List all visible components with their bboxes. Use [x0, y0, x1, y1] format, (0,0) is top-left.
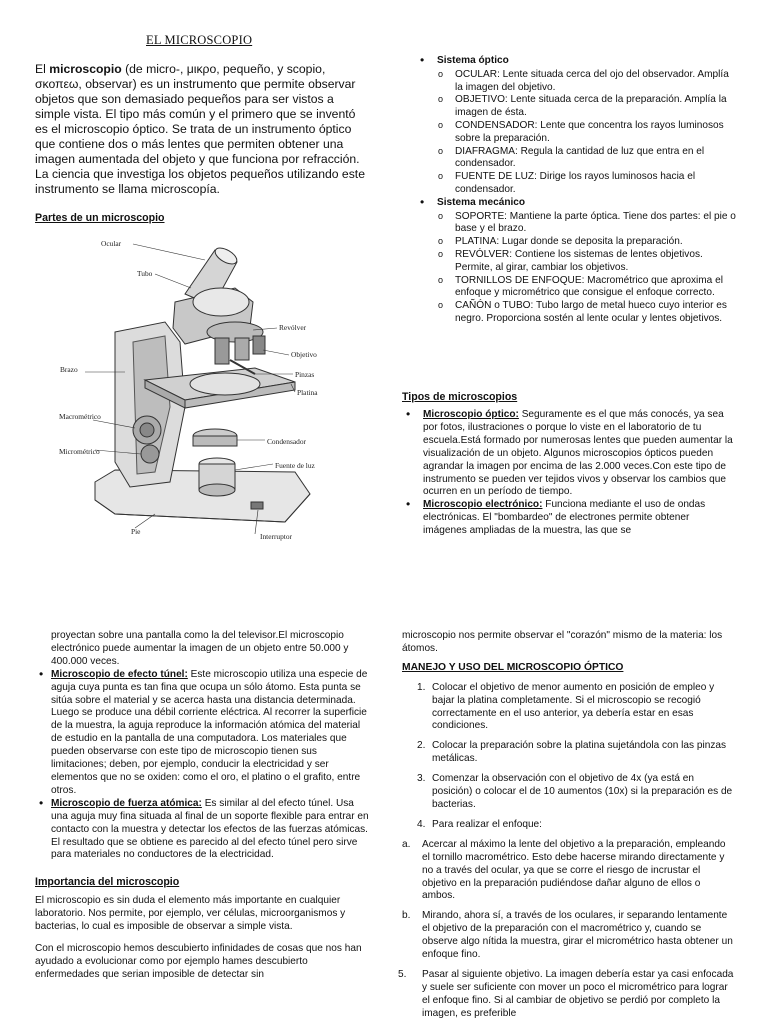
label-micrometrico: Micrométrico	[59, 447, 100, 456]
step-item	[402, 773, 735, 812]
list-item: o OBJETIVO: Lente situada cerca de la preparación. Amplía la imagen de ésta.	[437, 94, 736, 120]
list-item: o CONDENSADOR: Lente que concentra los rayos luminosos sobre la preparación.	[437, 120, 736, 146]
step-item	[402, 682, 735, 734]
label-fuente-de-luz: Fuente de luz	[275, 461, 315, 470]
page2-left-column	[35, 630, 369, 982]
parts-heading: Partes de un microscopio	[35, 212, 165, 224]
label-ocular: Ocular	[101, 239, 122, 248]
page-title: EL MICROSCOPIO	[146, 33, 253, 47]
substep-text: Mirando, ahora sí, a través de los oculares, ir separando lentamente el objetivo de la preparación con el macrométrico y, cuando se observe algo nítida la muestra, girar el micrométrico hasta obtener un enfoque fino.	[422, 910, 733, 961]
label-pie: Pie	[131, 527, 141, 536]
types-section	[402, 409, 734, 538]
label-interruptor: Interruptor	[260, 532, 293, 541]
label-macrometrico: Macrométrico	[59, 412, 101, 421]
optico-text: Seguramente es el que más conocés, ya sea por fotos, ilustraciones o porque lo viste en el laboratorio de tu escuela.Está formado por numerosas lentes que pueden aumentar la visualización de un objeto. Algunos microscopios ópticos pueden agrandar la imagen por encima de las 2.000 veces.Con este tipo de instrumento se pueden ver tejidos vivos y observar los cambios que ocurren en un período de tiempo.	[423, 409, 733, 498]
step-number: 1.	[417, 681, 426, 693]
step-text: Pasar al siguiente objetivo. La imagen debería estar ya casi enfocada y suele ser suficiente con mover un poco el micrométrico para lograr el enfoque fino. Si al cambiar de objetivo se perdió por completo la imagen, es preferible	[422, 968, 734, 1019]
manejo-heading: MANEJO Y USO DEL MICROSCOPIO ÓPTICO	[402, 661, 624, 673]
substep-text: Acercar al máximo la lente del objetivo a la preparación, empleando el tornillo macrométrico. Esto debe hacerse mirando directamente y no a través del ocular, ya que se corre el riesgo de incrustar el objetivo en la preparación pudiéndose dañar alguno de ellos o ambos.	[422, 838, 726, 902]
list-item: o CAÑÓN o TUBO: Tubo largo de metal hueco cuyo interior es negro. Proporciona sostén al lente ocular y lentes objetivos.	[437, 300, 736, 326]
list-item: o TORNILLOS DE ENFOQUE: Macrométrico que aproxima el enfoque y micrométrico que consigue el enfoque correcto.	[437, 275, 736, 301]
label-tubo: Tubo	[137, 269, 153, 278]
label-platina: Platina	[297, 388, 318, 397]
step-text: Comenzar la observación con el objetivo de 4x (ya está en posición) o colocar el de 10 aumentos (10x) si la preparación es de bacterias.	[432, 773, 733, 810]
optical-heading: Sistema óptico	[437, 55, 509, 66]
type-optico	[402, 409, 734, 499]
intro-paragraph	[35, 62, 370, 197]
fuerza-label: Microscopio de fuerza atómica:	[51, 797, 202, 809]
substep-item	[372, 839, 735, 904]
mechanical-system	[416, 197, 736, 326]
electronico-label: Microscopio electrónico:	[423, 499, 543, 511]
step-item	[372, 969, 735, 1021]
step-number: 4.	[417, 818, 426, 830]
substep-item	[372, 910, 735, 962]
intro-lead: El	[35, 62, 50, 76]
intro-text: (de micro-, μικρο, pequeño, y scopio, σκοπεω, observar) es un instrumento que permite observar objetos que son demasiado pequeños para ser vistos a simple vista. El tipo más común y el primero que se inventó es el microscopio óptico. Se trata de un instrumento óptico que contiene dos o más lentes que permiten obtener una imagen aumentada del objeto y que funciona por refracción. La ciencia que investiga los objetos pequeños utilizando este instrumento se llama microscopía.	[35, 62, 365, 196]
mechanical-heading: Sistema mecánico	[437, 196, 526, 208]
label-pinzas: Pinzas	[295, 370, 315, 379]
importancia-paragraph-2: Con el microscopio hemos descubierto infinidades de cosas que nos han ayudado a evolucionar como por ejemplo hames descubierto enfermedades que serian imposible de detectar sin	[35, 942, 362, 980]
tunel-text: Este microscopio utiliza una especie de aguja cuya punta es tan fina que ocupa un sólo átomo. Esta punta se sitúa sobre el material y se acerca hasta una distancia determinada. Luego se produce una débil corriente eléctrica. Al recorrer la superficie de la muestra, la aguja reproduce la información atómica del material de estudio en la pantalla de una computadora. Los materiales que pueden observarse con este tipo de microscopio tienen sus limitaciones; deben, por ejemplo, conducir la electricidad y ser elementos que no se oxiden: como el oro, el platino o el grafito, entre otros.	[51, 668, 368, 796]
optical-system	[416, 55, 736, 197]
types-heading: Tipos de microscopios	[402, 391, 518, 403]
intro-term: microscopio	[49, 62, 122, 76]
fuerza-text: Es similar al del efecto túnel. Usa una aguja muy fina situada al final de un soporte flexible para entrar en contacto con la muestra y detectar los efectos de las fuerzas atómicas. El resultado que se obtiene es parecido al del efecto túnel pero sirve para materiales no conductores de la electricidad.	[51, 797, 369, 861]
step-number: 3.	[417, 773, 426, 785]
label-condensador: Condensador	[267, 437, 306, 446]
importancia-heading: Importancia del microscopio	[35, 876, 180, 889]
type-fuerza	[35, 798, 369, 863]
tunel-label: Microscopio de efecto túnel:	[51, 668, 188, 680]
step-text: Para realizar el enfoque:	[432, 818, 542, 830]
list-item: o DIAFRAGMA: Regula la cantidad de luz que entra en el condensador.	[437, 146, 736, 172]
step-text: Colocar el objetivo de menor aumento en posición de empleo y bajar la platina completamente. Si el microscopio se recogió correctamente en el uso anterior, ya debería estar en esas condiciones.	[432, 681, 715, 732]
type-tunel	[35, 669, 369, 798]
step-item	[402, 819, 735, 832]
step-text: Colocar la preparación sobre la platina sujetándola con las pinzas metálicas.	[432, 740, 727, 765]
step-number: 2.	[417, 740, 426, 752]
electronico-final: microscopio nos permite observar el "corazón" mismo de la materia: los átomos.	[402, 630, 723, 654]
step-number: 5.	[398, 968, 407, 980]
substep-letter: b.	[402, 910, 411, 922]
microscope-diagram	[55, 232, 355, 552]
list-item: o PLATINA: Lugar donde se deposita la preparación.	[437, 236, 736, 249]
systems-section	[416, 55, 736, 326]
list-item: o OCULAR: Lente situada cerca del ojo del observador. Amplía la imagen del objetivo.	[437, 69, 736, 95]
list-item: o REVÓLVER: Contiene los sistemas de lentes objetivos. Permite, al girar, cambiar los objetivos.	[437, 249, 736, 275]
type-electronico	[402, 499, 734, 538]
optico-label: Microscopio óptico:	[423, 409, 519, 420]
importancia-paragraph-1: El microscopio es sin duda el elemento más importante en cualquier laboratorio. Nos permite, por ejemplo, ver células, microorganismos y bacterias, lo cual es imposible de observar a simple vista.	[35, 895, 346, 933]
page2-right-column	[398, 630, 735, 1028]
label-objetivo: Objetivo	[291, 350, 317, 359]
substep-letter: a.	[402, 838, 411, 850]
label-revolver: Revólver	[279, 323, 307, 332]
label-brazo: Brazo	[60, 365, 78, 374]
list-item: o SOPORTE: Mantiene la parte óptica. Tiene dos partes: el pie o base y el brazo.	[437, 211, 736, 237]
list-item: o FUENTE DE LUZ: Dirige los rayos luminosos hacia el condensador.	[437, 171, 736, 197]
step-item	[402, 740, 735, 766]
electronico-continued: proyectan sobre una pantalla como la del televisor.El microscopio electrónico puede aumentar la imagen de un objeto entre 50.000 y 400.000 veces.	[51, 630, 349, 667]
electronico-text: Funciona mediante el uso de ondas electrónicas. El "bombardeo" de electrones permite obtener imágenes ampliadas de la muestra, las que se	[423, 499, 706, 537]
